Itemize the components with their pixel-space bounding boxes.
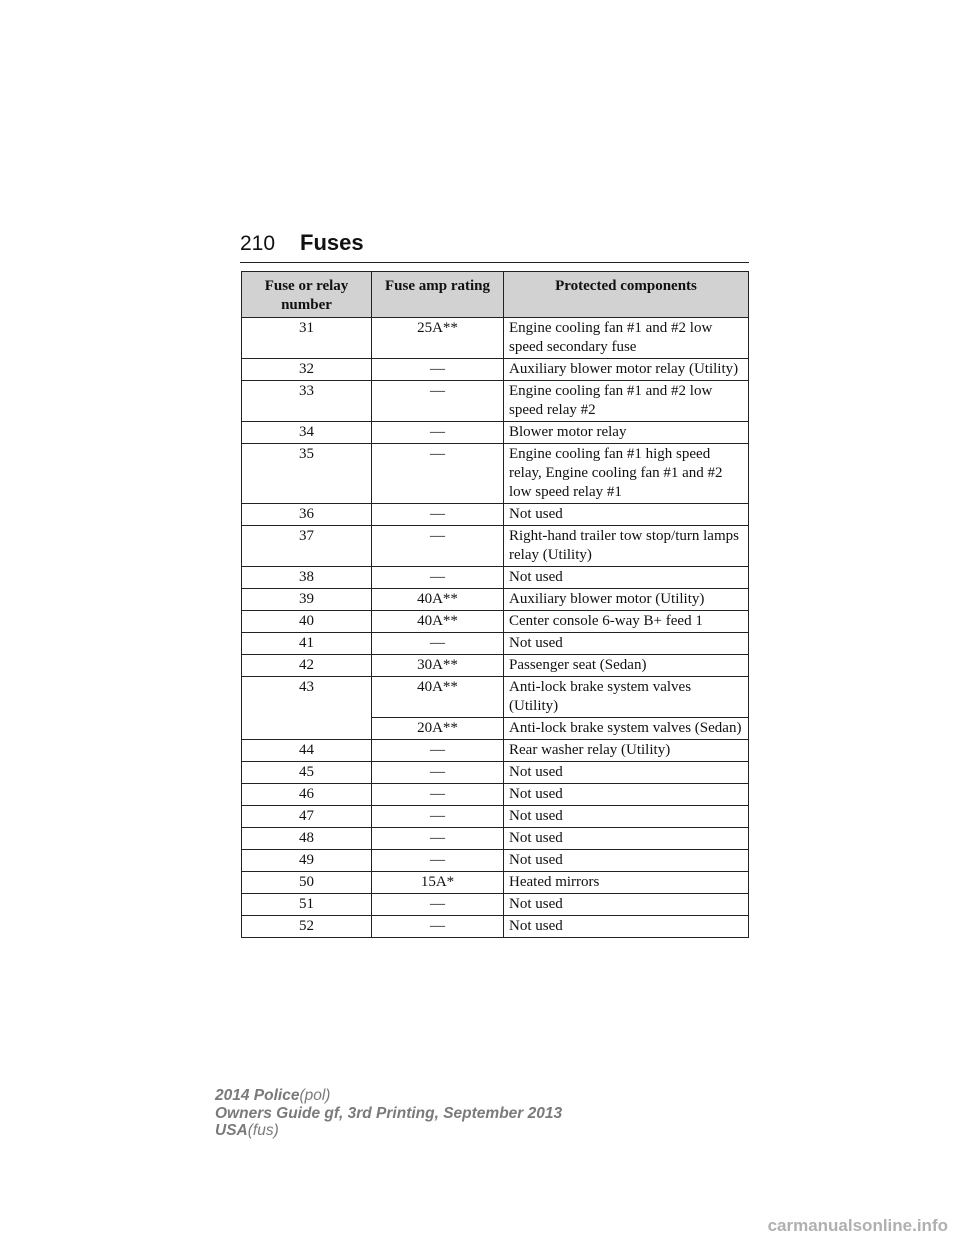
fuse-number-cell: 52 xyxy=(242,916,372,938)
fuse-rating-cell: — xyxy=(372,444,504,504)
fuse-rating-cell: — xyxy=(372,762,504,784)
fuse-number-cell: 42 xyxy=(242,655,372,677)
protected-components-cell: Engine cooling fan #1 and #2 low speed secondary fuse xyxy=(504,318,749,359)
fuse-rating-cell: — xyxy=(372,740,504,762)
protected-components-cell: Blower motor relay xyxy=(504,422,749,444)
fuse-number-cell: 48 xyxy=(242,828,372,850)
page-title: Fuses xyxy=(300,230,364,255)
table-row xyxy=(242,611,749,633)
protected-components-cell: Not used xyxy=(504,894,749,916)
table-row xyxy=(242,740,749,762)
table-row xyxy=(242,526,749,567)
fuse-number-cell: 31 xyxy=(242,318,372,359)
table-row xyxy=(242,318,749,359)
fuse-number-cell: 40 xyxy=(242,611,372,633)
fuse-number-cell: 44 xyxy=(242,740,372,762)
table-row xyxy=(242,655,749,677)
protected-components-cell: Not used xyxy=(504,806,749,828)
fuse-number-cell: 34 xyxy=(242,422,372,444)
footer-market-code: (fus) xyxy=(247,1122,279,1139)
table-row xyxy=(242,677,749,718)
protected-components-cell: Not used xyxy=(504,828,749,850)
table-row xyxy=(242,633,749,655)
fuse-rating-cell: — xyxy=(372,784,504,806)
fuse-number-cell: 38 xyxy=(242,567,372,589)
fuse-rating-cell: — xyxy=(372,504,504,526)
protected-components-cell: Rear washer relay (Utility) xyxy=(504,740,749,762)
fuse-rating-cell: 25A** xyxy=(372,318,504,359)
protected-components-cell: Engine cooling fan #1 and #2 low speed relay #2 xyxy=(504,381,749,422)
table-row xyxy=(242,872,749,894)
column-header-number: Fuse or relay number xyxy=(242,272,372,318)
protected-components-cell: Center console 6-way B+ feed 1 xyxy=(504,611,749,633)
table-row xyxy=(242,422,749,444)
fuse-rating-cell: — xyxy=(372,381,504,422)
protected-components-cell: Passenger seat (Sedan) xyxy=(504,655,749,677)
watermark: carmanualsonline.info xyxy=(767,1216,948,1235)
footer-model-code: (pol) xyxy=(299,1087,331,1104)
table-row xyxy=(242,806,749,828)
table-body xyxy=(242,318,749,938)
fuse-rating-cell: — xyxy=(372,422,504,444)
fuse-number-cell: 41 xyxy=(242,633,372,655)
fuse-rating-cell: 30A** xyxy=(372,655,504,677)
fuse-number-cell: 32 xyxy=(242,359,372,381)
fuse-rating-cell: — xyxy=(372,526,504,567)
protected-components-cell: Heated mirrors xyxy=(504,872,749,894)
footer-market: USA xyxy=(215,1122,248,1139)
table-row xyxy=(242,567,749,589)
fuse-rating-cell: 40A** xyxy=(372,611,504,633)
column-header-rating: Fuse amp rating xyxy=(372,272,504,318)
protected-components-cell: Auxiliary blower motor relay (Utility) xyxy=(504,359,749,381)
fuse-rating-cell: — xyxy=(372,894,504,916)
fuse-rating-cell: 20A** xyxy=(372,718,504,740)
fuse-number-cell: 33 xyxy=(242,381,372,422)
fuse-number-cell: 45 xyxy=(242,762,372,784)
fuse-number-cell: 39 xyxy=(242,589,372,611)
protected-components-cell: Not used xyxy=(504,633,749,655)
fuse-number-cell: 46 xyxy=(242,784,372,806)
fuse-rating-cell: 15A* xyxy=(372,872,504,894)
document-footer xyxy=(215,1087,562,1140)
table-row xyxy=(242,850,749,872)
table-header-row xyxy=(242,272,749,318)
fuse-rating-cell: 40A** xyxy=(372,589,504,611)
table-row xyxy=(242,444,749,504)
protected-components-cell: Not used xyxy=(504,850,749,872)
fuse-rating-cell: — xyxy=(372,806,504,828)
page-header xyxy=(240,232,749,263)
fuse-number-cell: 51 xyxy=(242,894,372,916)
table-row xyxy=(242,784,749,806)
footer-model: 2014 Police xyxy=(215,1087,300,1104)
fuse-rating-cell: — xyxy=(372,567,504,589)
page-number: 210 xyxy=(240,232,276,255)
fuse-number-cell: 36 xyxy=(242,504,372,526)
table-row xyxy=(242,381,749,422)
protected-components-cell: Auxiliary blower motor (Utility) xyxy=(504,589,749,611)
fuse-number-cell: 43 xyxy=(242,677,372,740)
fuse-rating-cell: — xyxy=(372,633,504,655)
fuse-table xyxy=(241,271,749,938)
protected-components-cell: Not used xyxy=(504,504,749,526)
fuse-rating-cell: — xyxy=(372,359,504,381)
protected-components-cell: Not used xyxy=(504,784,749,806)
protected-components-cell: Anti-lock brake system valves (Sedan) xyxy=(504,718,749,740)
protected-components-cell: Not used xyxy=(504,762,749,784)
footer-line-1 xyxy=(215,1087,562,1105)
table-row xyxy=(242,894,749,916)
fuse-number-cell: 35 xyxy=(242,444,372,504)
protected-components-cell: Right-hand trailer tow stop/turn lamps relay (Utility) xyxy=(504,526,749,567)
protected-components-cell: Not used xyxy=(504,916,749,938)
footer-line-3 xyxy=(215,1122,562,1140)
table-row xyxy=(242,359,749,381)
table-row xyxy=(242,762,749,784)
column-header-components: Protected components xyxy=(504,272,749,318)
fuse-number-cell: 49 xyxy=(242,850,372,872)
table-row xyxy=(242,916,749,938)
fuse-rating-cell: 40A** xyxy=(372,677,504,718)
fuse-number-cell: 47 xyxy=(242,806,372,828)
footer-line-2: Owners Guide gf, 3rd Printing, September 2013 xyxy=(215,1104,563,1122)
table-row xyxy=(242,828,749,850)
fuse-rating-cell: — xyxy=(372,916,504,938)
fuse-number-cell: 37 xyxy=(242,526,372,567)
protected-components-cell: Not used xyxy=(504,567,749,589)
table-row xyxy=(242,504,749,526)
protected-components-cell: Anti-lock brake system valves (Utility) xyxy=(504,677,749,718)
fuse-rating-cell: — xyxy=(372,828,504,850)
fuse-rating-cell: — xyxy=(372,850,504,872)
protected-components-cell: Engine cooling fan #1 high speed relay, Engine cooling fan #1 and #2 low speed relay #1 xyxy=(504,444,749,504)
fuse-number-cell: 50 xyxy=(242,872,372,894)
table-row xyxy=(242,589,749,611)
